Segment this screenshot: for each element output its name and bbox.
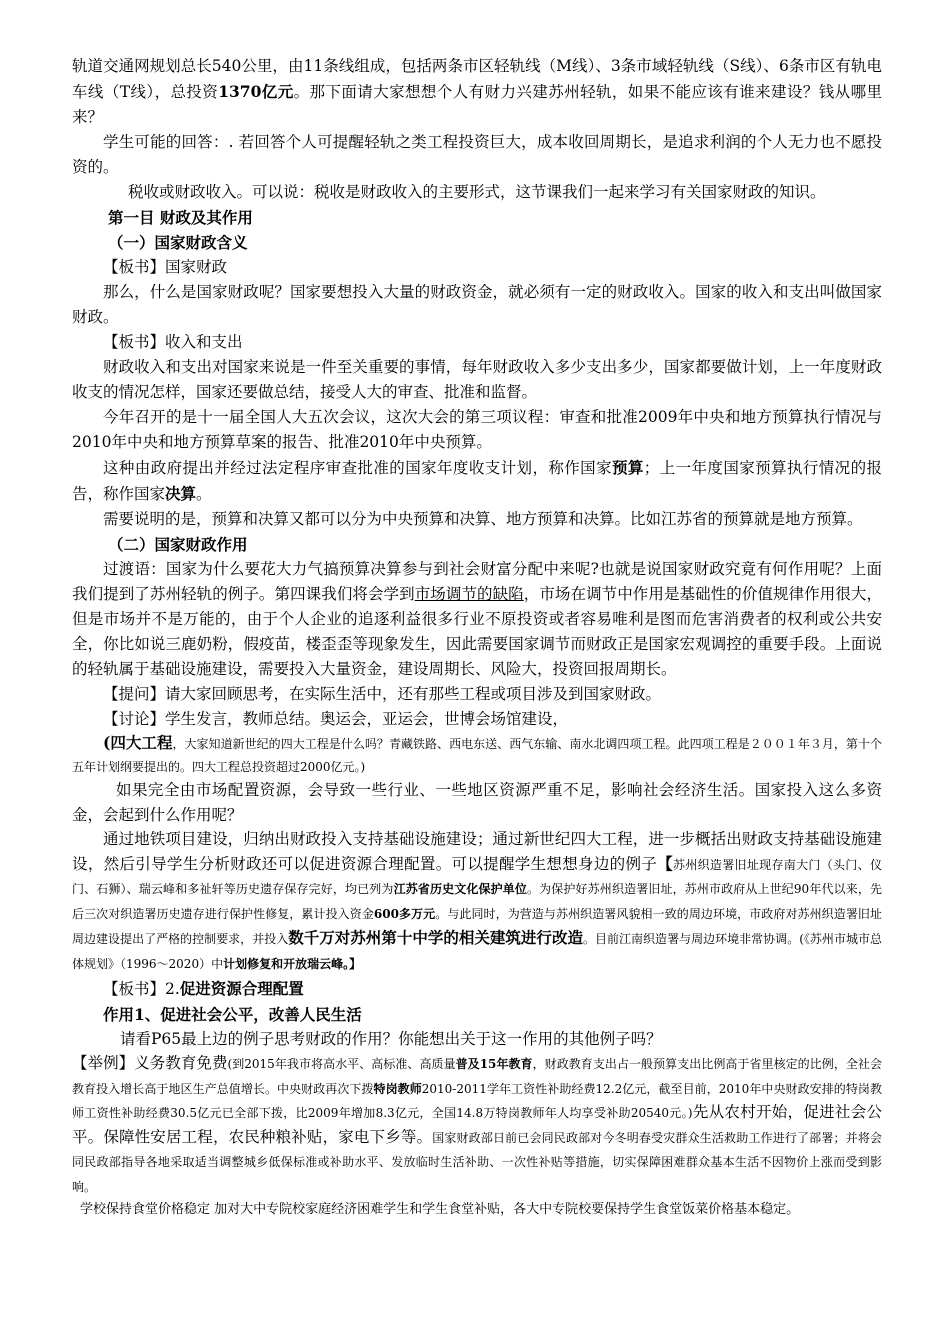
- example-compulsory-education: 【举例】义务教育免费(到2015年我市将高水平、高标准、高质量普及15年教育，财政教育支出占一般预算支出比例高于省里核定的比例，全社会教育投入增长高于地区生产总值增长。中央财政再次下拨特岗教师2010-2011学年工资性补助经费12.2亿元，截至目前，2010年中央财政安排的特岗教师工资性补助经费30.5亿元已全部下拨，比2009年增加8.3亿元，全国14.8万特岗教师年人均享受补助20540元。)先从农村开始，促进社会公平。保障性安居工程，农民种粮补贴，家电下乡等。国家财政部日前已会同民政部对今冬明春受灾群众生活救助工作进行了部署；并将会同民政部指导各地采取适当调整城乡低保标准或补助水平、发放临时生活补助、一次性补贴等措施，切实保障困难群众基本生活不因物价上涨而受到影响。: [72, 1054, 882, 1194]
- paragraph-rail-transit: 轨道交通网规划总长540公里，由11条线组成，包括两条市区轻轨线（M线）、3条市域轻轨线（S线）、6条市区有轨电车线（T线），总投资1370亿元。那下面请大家想想个人有财力兴建苏州轻轨，如果不能应该有谁来建设？钱从哪里来？: [72, 57, 883, 126]
- heading-subsection-2: （二）国家财政作用: [108, 535, 248, 554]
- investment-amount: 1370亿元: [218, 82, 294, 101]
- term-budget: 预算: [611, 458, 644, 477]
- discussion-note: 【讨论】学生发言，教师总结。奥运会，亚运会，世博会场馆建设，: [103, 710, 569, 728]
- paragraph-student-answer: 学生可能的回答：. 若回答个人可提醒轻轨之类工程投资巨大，成本收回周期长，是追求利润的个人无力也不愿投资的。: [72, 133, 882, 176]
- four-projects-note: (四大工程，大家知道新世纪的四大工程是什么吗？青藏铁路、西电东送、西气东输、南水北调四项工程。此四项工程是２００１年３月，第十个五年计划纲要提出的。四大工程总投资超过2000亿元。): [72, 733, 882, 774]
- paragraph-market-allocation: 如果完全由市场配置资源，会导致一些行业、一些地区资源严重不足，影响社会经济生活。国家投入这么多资金，会起到什么作用呢？: [72, 781, 882, 824]
- paragraph-npc-session: 今年召开的是十一届全国人大五次会议，这次大会的第三项议程：审查和批准2009年中央和地方预算执行情况与2010年中央和地方预算草案的报告、批准2010年中央预算。: [72, 408, 882, 451]
- heading-section-1: 第一目 财政及其作用: [108, 208, 253, 227]
- question-note: 【提问】请大家回顾思考，在实际生活中，还有那些工程或项目涉及到国家财政。: [103, 685, 662, 703]
- heading-subsection-1: （一）国家财政含义: [108, 233, 248, 252]
- underlined-market-defects: 市场调节的缺陷: [414, 585, 524, 603]
- paragraph-budget-definition: 这种由政府提出并经过法定程序审查批准的国家年度收支计划，称作国家预算；上一年度国家预算执行情况的报告，称作国家决算。: [72, 458, 882, 503]
- board-note-2: 【板书】收入和支出: [103, 333, 243, 351]
- paragraph-revenue-expenditure: 财政收入和支出对国家来说是一件至关重要的事情，每年财政收入多少支出多少，国家都要做计划，上一年度财政收支的情况怎样，国家还要做总结，接受人大的审查、批准和监督。: [72, 358, 882, 401]
- board-note-3: 【板书】2.促进资源合理配置: [103, 979, 304, 998]
- document-page: [72, 54, 882, 1221]
- heading-role-1: 作用1、促进社会公平，改善人民生活: [103, 1005, 362, 1024]
- term-final-accounts: 决算: [165, 484, 197, 503]
- paragraph-budget-levels: 需要说明的是，预算和决算又都可以分为中央预算和决算、地方预算和决算。比如江苏省的预算就是地方预算。: [103, 510, 863, 528]
- paragraph-canteen-price: 学校保持食堂价格稳定 加对大中专院校家庭经济困难学生和学生食堂补贴，各大中专院校要保持学生食堂饭菜价格基本稳定。: [80, 1202, 800, 1217]
- paragraph-resource-allocation: 通过地铁项目建设，归纳出财政投入支持基础设施建设；通过新世纪四大工程，进一步概括出财政支持基础设施建设，然后引导学生分析财政还可以促进资源合理配置。可以提醒学生想想身边的例子【苏州织造署旧址现存南大门（头门、仪门、石狮）、瑞云峰和多祉轩等历史遗存保存完好，均已列为江苏省历史文化保护单位。为保护好苏州织造署旧址，苏州市政府从上世纪90年代以来，先后三次对织造署历史遗存进行保护性修复，累计投入资金600多万元。与此同时，为营造与苏州织造署风貌相一致的周边环境，市政府对苏州织造署旧址周边建设提出了严格的控制要求，并投入数千万对苏州第十中学的相关建筑进行改造。目前江南织造署与周边环境非常协调。(《苏州市城市总体规划》（1996～2020）中计划修复和开放瑞云峰。】: [72, 830, 882, 971]
- board-note-1: 【板书】国家财政: [103, 258, 228, 276]
- paragraph-transition: 过渡语：国家为什么要花大力气搞预算决算参与到社会财富分配中来呢?也就是说国家财政究竟有何作用呢？上面我们提到了苏州轻轨的例子。第四课我们将会学到市场调节的缺陷，市场在调节中作用是基础性的价值规律作用很大，但是市场并不是万能的，由于个人企业的追逐利益很多行业不原投资或者容易唯利是图而危害消费者的权利或公共安全，你比如说三鹿奶粉，假疫苗，楼歪歪等现象发生，因此需要国家调节而财政正是国家宏观调控的重要手段。上面说的轻轨属于基础设施建设，需要投入大量资金，建设周期长、风险大，投资回报周期长。: [72, 560, 882, 678]
- paragraph-p65-question: 请看P65最上边的例子思考财政的作用？你能想出关于这一作用的其他例子吗？: [120, 1030, 662, 1048]
- paragraph-tax-intro: 税收或财政收入。可以说：税收是财政收入的主要形式，这节课我们一起来学习有关国家财政的知识。: [128, 183, 826, 201]
- paragraph-finance-definition: 那么，什么是国家财政呢？国家要想投入大量的财政资金，就必须有一定的财政收入。国家的收入和支出叫做国家财政。: [72, 283, 882, 326]
